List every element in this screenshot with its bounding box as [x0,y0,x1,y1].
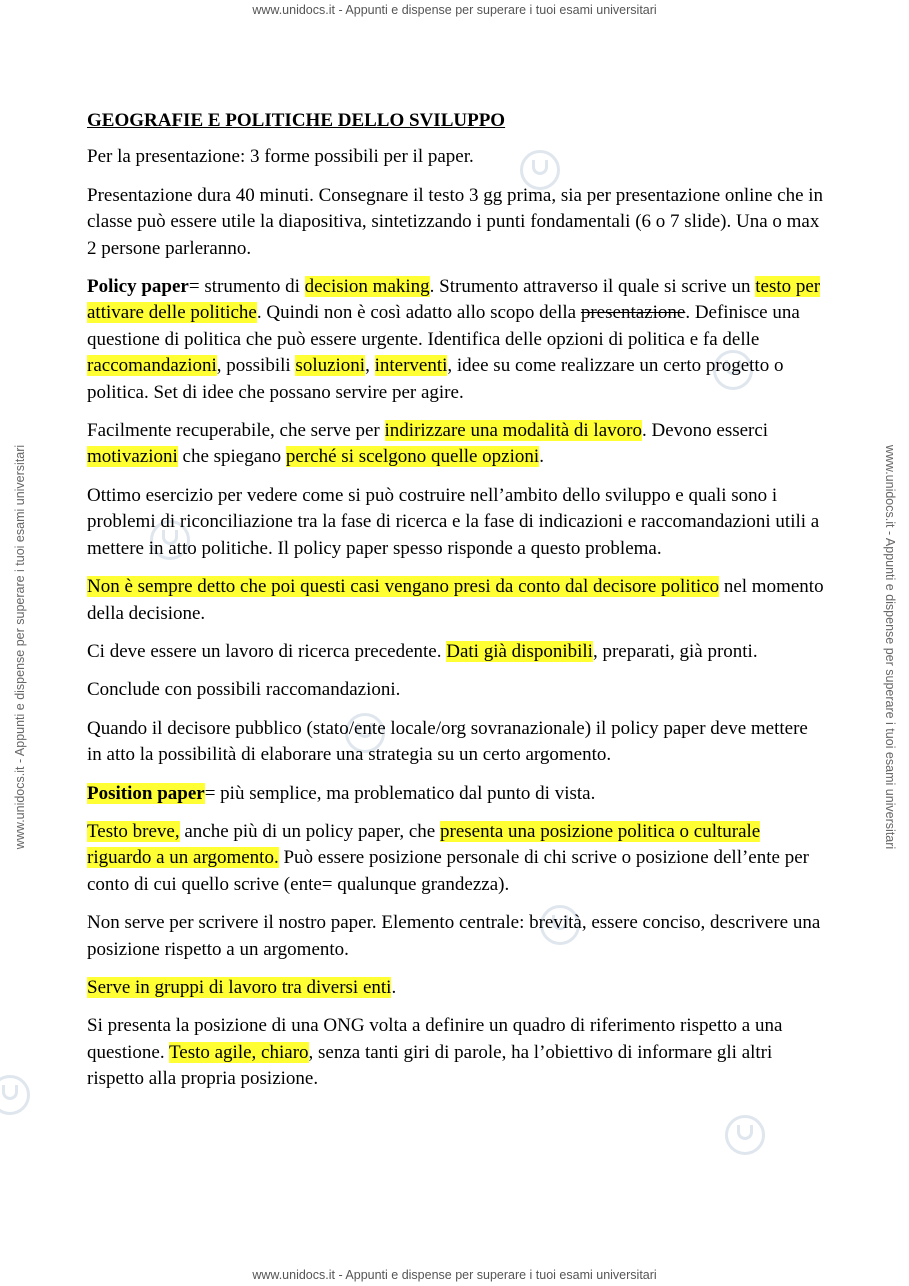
highlight-testo-breve: Testo breve, [87,820,180,842]
highlight-testo-agile: Testo agile, chiaro [168,1041,309,1063]
text-span: = più semplice, ma problematico dal punto di vista. [204,782,596,804]
highlight-opzioni: perché si scelgono quelle opzioni [285,446,540,468]
watermark-logo-icon [0,1075,30,1115]
document-title: GEOGRAFIE E POLITICHE DELLO SVILUPPO [87,110,506,131]
text-span: . Definisce una questione di politica che può essere urgente. Identifica delle opzioni di politica e fa delle [87,302,800,350]
paragraph-policy-paper [87,274,827,406]
strikethrough-presentazione: presentazione [580,302,686,324]
text-span: . Quindi non è così adatto allo scopo della [256,302,581,324]
highlight-dati: Dati già disponibili [446,640,593,662]
watermark-header: www.unidocs.it - Appunti e dispense per superare i tuoi esami universitari [252,3,657,17]
highlight-decision-making: decision making [304,276,430,298]
highlight-modalita-lavoro: indirizzare una modalità di lavoro [384,420,642,442]
paragraph-conclude: Conclude con possibili raccomandazioni. [87,679,401,701]
text-span: Facilmente recuperabile, che serve per [87,420,385,442]
watermark-footer: www.unidocs.it - Appunti e dispense per superare i tuoi esami universitari [252,1268,657,1282]
text-span: che spiegano [177,446,286,468]
paragraph-non-serve: Non serve per scrivere il nostro paper. Elemento centrale: brevità, essere conciso, descrivere una posizione rispetto a un argomento. [87,912,821,960]
highlight-posizione-politica: presenta una posizione politica o culturale riguardo a un argomento. [87,820,761,869]
paragraph-esercizio: Ottimo esercizio per vedere come si può costruire nell’ambito dello sviluppo e quali sono i problemi di riconciliazione tra la fase di ricerca e la fase di indicazioni e raccomandazioni utili a mettere in atto politiche. Il policy paper spesso risponde a questo problema. [87,484,820,559]
paragraph-ricerca [87,639,827,665]
term-policy-paper: Policy paper [87,276,189,298]
paragraph-presentation-details: Presentazione dura 40 minuti. Consegnare il testo 3 gg prima, sia per presentazione online che in classe può essere utile la diapositiva, sintetizzando i punti fondamentali (6 o 7 slide). Una o max 2 persone parleranno. [87,184,824,259]
document-body [87,108,827,1105]
text-span: = strumento di [188,276,305,298]
text-span: . Devono esserci [641,420,769,442]
paragraph-gruppi [87,975,827,1001]
text-span: anche più di un policy paper, che [179,820,440,842]
term-position-paper: Position paper [87,782,205,804]
paragraph-ong [87,1013,827,1092]
text-span: Si presenta la posizione di una ONG volta a definire un quadro di riferimento rispetto a una questione. [87,1015,783,1063]
text-span: . [539,446,544,468]
text-span: , senza tanti giri di parole, ha l’obiettivo di informare gli altri rispetto alla propria posizione. [87,1041,773,1090]
text-span: . Strumento attraverso il quale si scrive un [429,276,756,298]
highlight-raccomandazioni: raccomandazioni [87,355,217,377]
highlight-gruppi: Serve in gruppi di lavoro tra diversi enti [87,976,392,998]
paragraph-testo-breve [87,819,827,898]
paragraph-position-paper [87,781,827,807]
watermark-logo-icon [725,1115,765,1155]
text-span: nel momento della decisione. [87,576,824,624]
watermark-left-side: www.unidocs.it - Appunti e dispense per superare i tuoi esami universitari [13,444,27,850]
highlight-testo-politiche: testo per attivare delle politiche [87,276,821,324]
highlight-decisore: Non è sempre detto che poi questi casi vengano presi da conto dal decisore politico [87,576,720,598]
text-span: , possibili [216,355,296,377]
watermark-right-side: www.unidocs.it - Appunti e dispense per superare i tuoi esami universitari [883,444,897,850]
paragraph-decisore-pubblico: Quando il decisore pubblico (stato/ente locale/org sovranazionale) il policy paper deve mettere in atto la possibilità di elaborare una strategia su un certo argomento. [87,717,808,766]
text-span: Ci deve essere un lavoro di ricerca precedente. [87,640,447,662]
highlight-motivazioni: motivazioni [87,446,178,468]
text-span: , preparati, già pronti. [592,640,758,662]
paragraph-decisore-politico [87,574,827,627]
text-span: , idee su come realizzare un certo progetto o politica. Set di idee che possano servire per agire. [87,355,784,403]
paragraph-recuperabile [87,418,827,471]
highlight-interventi: interventi [374,355,448,377]
text-span: , [365,355,375,377]
highlight-soluzioni: soluzioni [295,355,366,377]
text-span: . [391,976,397,998]
text-span: Può essere posizione personale di chi scrive o posizione dell’ente per conto di cui quello scrive (ente= qualunque grandezza). [87,847,809,895]
paragraph-presentation-forms: Per la presentazione: 3 forme possibili per il paper. [87,146,474,168]
